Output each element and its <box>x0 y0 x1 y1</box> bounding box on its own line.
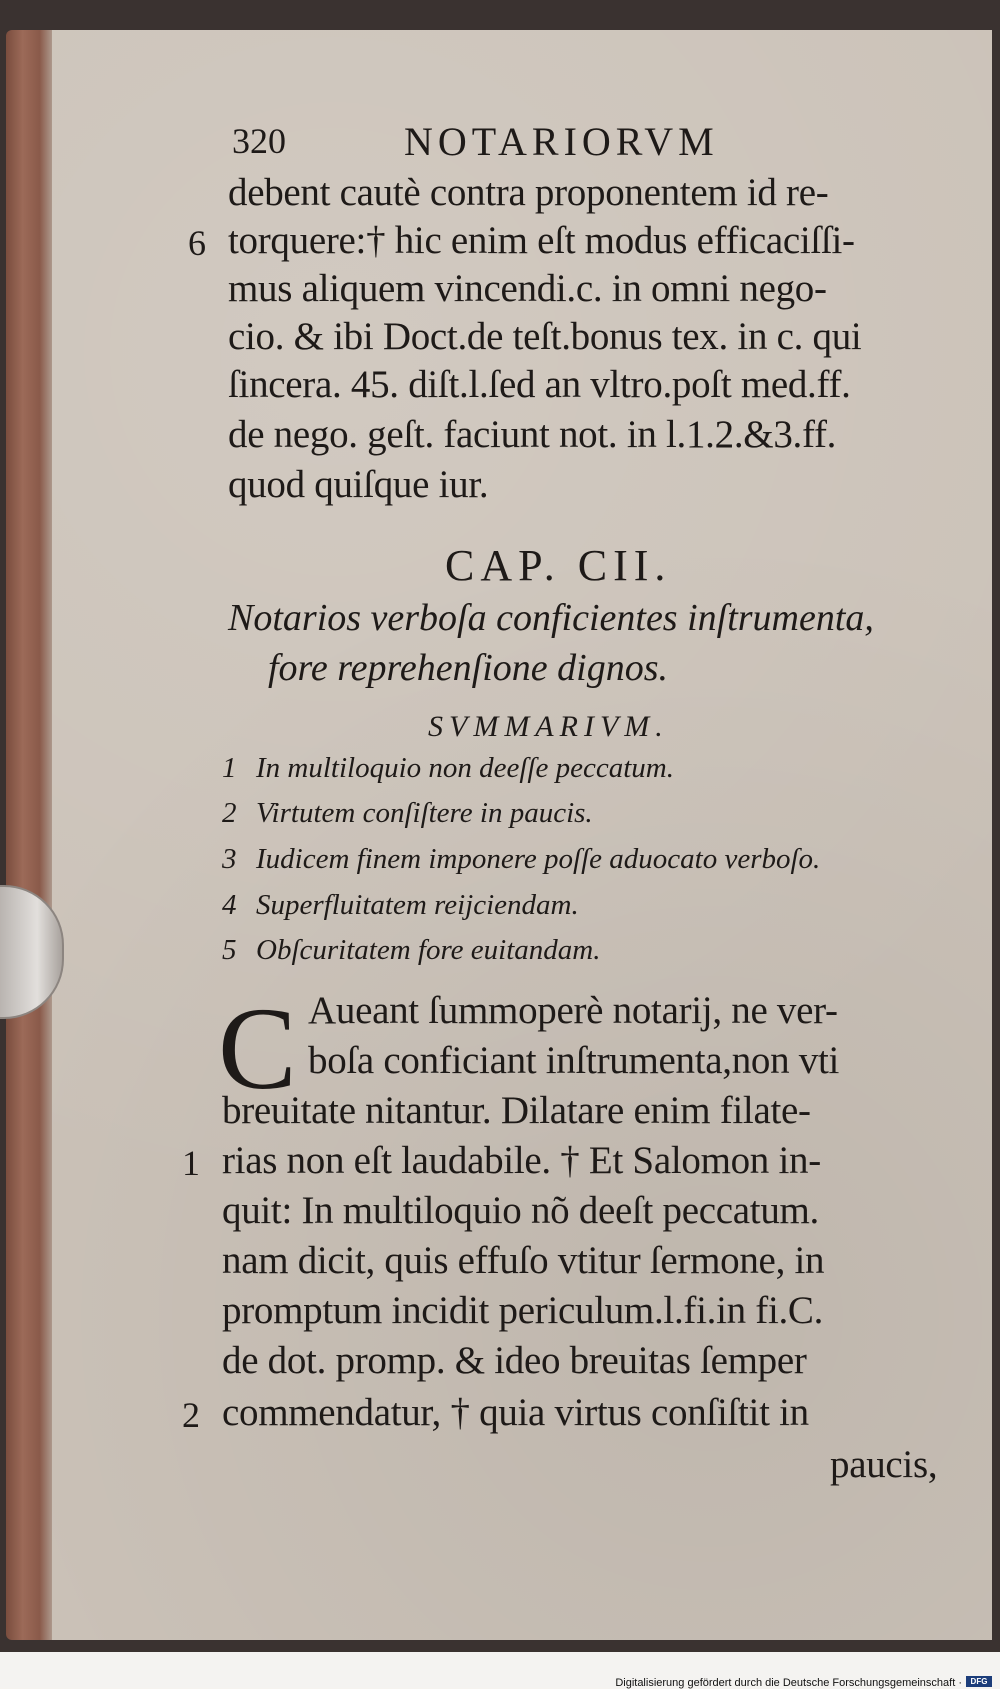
summary-item-number: 3 <box>222 843 237 875</box>
page-edge <box>6 30 54 1640</box>
summary-item-number: 4 <box>222 889 237 921</box>
summary-item-text: Obſcuritatem fore euitandam. <box>256 934 601 966</box>
text-line: boſa conficiant inſtrumenta,non vti <box>308 1039 840 1082</box>
text-line: torquere:† hic enim eſt modus efficaciſſi- <box>228 219 855 262</box>
text-line: nam dicit, quis effuſo vtitur ſermone, in <box>222 1239 825 1282</box>
dfg-logo: DFG <box>966 1676 992 1687</box>
funding-credit: Digitalisierung gefördert durch die Deutsche Forschungsgemeinschaft · <box>615 1677 962 1689</box>
text-line: mus aliquem vincendi.c. in omni nego- <box>228 267 827 310</box>
text-line: Aueant ſummoperè notarij, ne ver- <box>308 989 838 1032</box>
summary-item-text: Virtutem conſiſtere in paucis. <box>256 797 593 829</box>
text-line: rias non eſt laudabile. † Et Salomon in- <box>222 1139 821 1182</box>
summarium-heading: SVMMARIVM. <box>428 710 669 743</box>
summary-item-number: 5 <box>222 934 237 966</box>
text-line: promptum incidit periculum.l.fi.in fi.C. <box>222 1289 824 1332</box>
summary-item <box>222 889 579 922</box>
chapter-title-line: Notarios verboſa conficientes inſtrumenta, <box>228 597 874 639</box>
text-line: cio. & ibi Doct.de teſt.bonus tex. in c. qui <box>228 315 862 358</box>
margin-number: 2 <box>182 1395 200 1435</box>
summary-item <box>222 797 593 830</box>
summary-item-text: Iudicem finem imponere poſſe aduocato verboſo. <box>256 843 821 875</box>
margin-number: 1 <box>182 1143 200 1183</box>
summary-item <box>222 934 600 967</box>
text-line: de nego. geſt. faciunt not. in l.1.2.&3.ff. <box>228 413 837 456</box>
summary-item-number: 1 <box>222 752 237 784</box>
text-line: de dot. promp. & ideo breuitas ſemper <box>222 1339 807 1382</box>
chapter-heading: CAP. CII. <box>445 541 672 590</box>
page-header <box>232 118 792 168</box>
text-line: quod quiſque iur. <box>228 463 489 506</box>
chapter-title-line: fore reprehenſione dignos. <box>268 647 668 689</box>
margin-number: 6 <box>188 223 206 263</box>
text-line: ſincera. 45. diſt.l.ſed an vltro.poſt med.ff. <box>228 363 851 406</box>
summary-item <box>222 752 674 785</box>
catchword: paucis, <box>830 1443 938 1486</box>
text-line: breuitate nitantur. Dilatare enim filate- <box>222 1089 811 1132</box>
text-line: debent cautè contra proponentem id re- <box>228 171 829 214</box>
drop-capital: C <box>218 983 297 1114</box>
text-line: quit: In multiloquio nõ deeſt peccatum. <box>222 1189 820 1232</box>
summary-item-number: 2 <box>222 797 237 829</box>
text-line: commendatur, † quia virtus conſiſtit in <box>222 1391 809 1434</box>
summary-item <box>222 843 820 876</box>
running-title: NOTARIORVM <box>404 119 719 164</box>
page-number: 320 <box>232 121 286 161</box>
summary-item-text: In multiloquio non deeſſe peccatum. <box>256 752 674 784</box>
summary-item-text: Superfluitatem reijciendam. <box>256 889 579 921</box>
